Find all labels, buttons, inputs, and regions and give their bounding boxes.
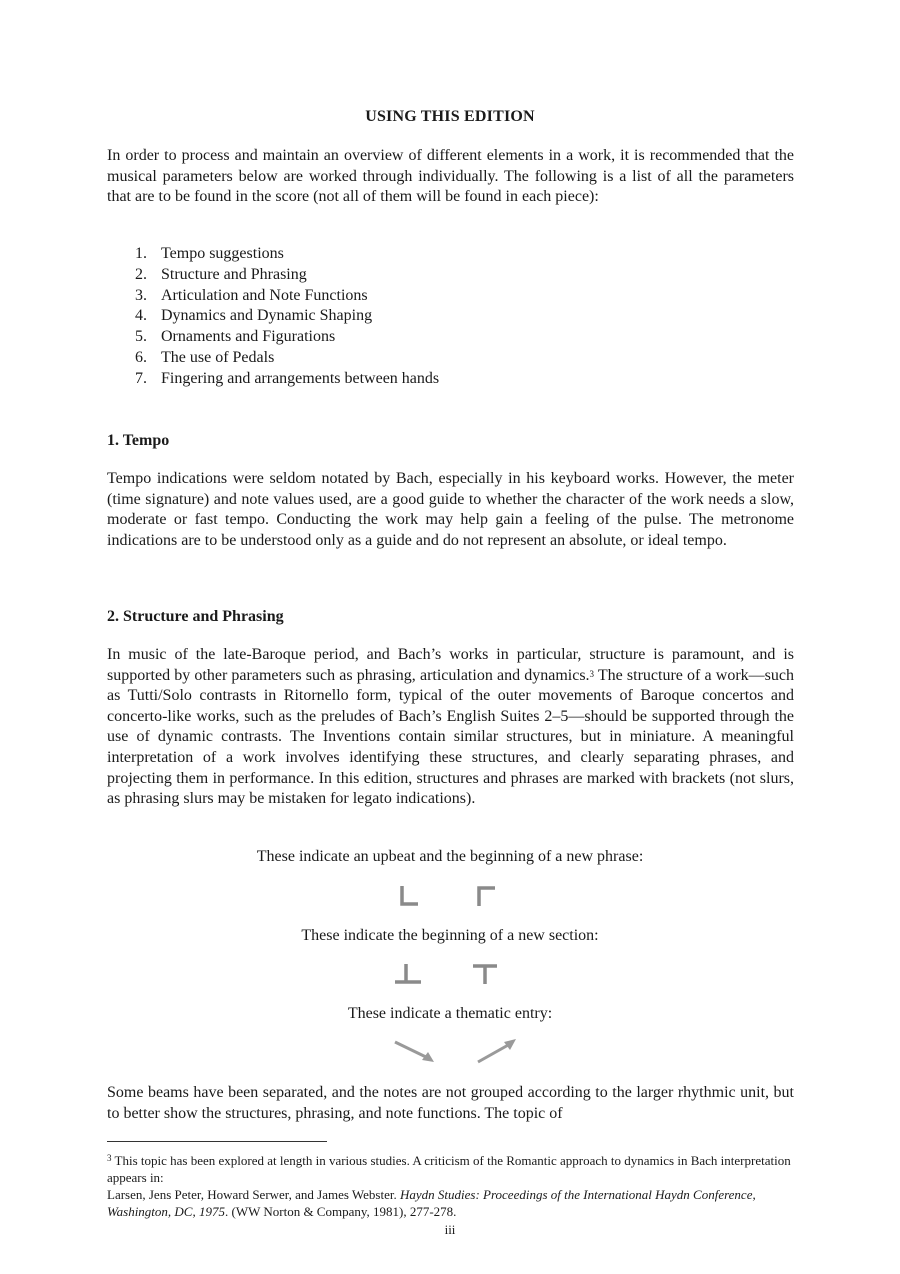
structure-paragraph: In music of the late-Baroque period, and Bach’s works in particular, structure is paramount, and is supported by other parameters such as phrasing, articulation and dynamics.$^3$ The structure of a work—such as Tutti/Solo contrasts in Ritornello form, typical of the outer movements of Baroque concertos and concerto-like works, such as the preludes of Bach’s English Suites 2–5—should be supported through the use of dynamic contrasts. The Inventions contain similar structures, but in miniature. A meaningful interpretation of a work involves identifying these structures, and clearly separating phrases, and projecting them in performance. In this edition, structures and phrases are marked with brackets (not slurs, as phrasing slurs may be mistaken for legato indications). bbox=[107, 646, 794, 808]
section-heading-structure: 2. Structure and Phrasing bbox=[107, 608, 284, 625]
section-brackets bbox=[0, 962, 900, 988]
phrase-start-bracket-icon bbox=[475, 884, 499, 908]
list-item: 6. The use of Pedals bbox=[135, 348, 275, 366]
list-item: 2. Structure and Phrasing bbox=[135, 265, 307, 283]
parameter-list bbox=[135, 244, 439, 390]
intro-paragraph: In order to process and maintain an overview of different elements in a work, it is recommended that the musical parameters below are worked through individually. The following is a list of all the parameters that are to be found in the score (not all of them will be found in each piece): bbox=[107, 147, 794, 206]
section-bracket-caption: These indicate the beginning of a new section: bbox=[301, 927, 599, 944]
arrow-down-right-icon bbox=[392, 1036, 438, 1066]
section-start-bracket-icon bbox=[470, 962, 500, 986]
footnote-divider bbox=[107, 1141, 327, 1142]
page-title: USING THIS EDITION bbox=[365, 108, 535, 125]
footnote-citation: Larsen, Jens Peter, Howard Serwer, and James Webster. Haydn Studies: Proceedings of the International Haydn Conference, Washington, DC, 1975. (WW Norton & Company, 1981), 277-278. bbox=[107, 1187, 756, 1219]
section-end-bracket-icon bbox=[393, 962, 423, 986]
list-item: 4. Dynamics and Dynamic Shaping bbox=[135, 307, 373, 325]
beams-paragraph: Some beams have been separated, and the notes are not grouped according to the larger rhythmic unit, but to better show the structures, phrasing, and note functions. The topic of bbox=[107, 1084, 794, 1122]
list-item: 1. Tempo suggestions bbox=[135, 245, 284, 262]
tempo-paragraph: Tempo indications were seldom notated by Bach, especially in his keyboard works. However, the meter (time signature) and note values used, are a good guide to whether the character of the work needs a slow, moderate or fast tempo. Conducting the work may help gain a feeling of the pulse. The metronome indications are to be understood only as a guide and do not represent an absolute, or ideal tempo. bbox=[107, 470, 794, 549]
list-item: 5. Ornaments and Figurations bbox=[135, 328, 336, 346]
footnote-ref[interactable]: 3 bbox=[589, 668, 595, 679]
list-item: 7. Fingering and arrangements between hands bbox=[135, 369, 440, 387]
section-heading-tempo: 1. Tempo bbox=[107, 432, 170, 449]
upbeat-bracket-icon bbox=[398, 884, 422, 908]
arrow-up-right-icon bbox=[474, 1036, 520, 1066]
thematic-arrows bbox=[0, 1036, 900, 1066]
footnote-text: $^3$ This topic has been explored at length in various studies. A criticism of the Romantic approach to dynamics in Bach interpretation appears in: bbox=[107, 1153, 791, 1185]
page-number: iii bbox=[444, 1222, 456, 1237]
phrase-bracket-caption: These indicate an upbeat and the beginning of a new phrase: bbox=[256, 848, 644, 865]
list-item: 3. Articulation and Note Functions bbox=[135, 286, 368, 304]
phrase-brackets bbox=[0, 884, 900, 910]
thematic-entry-caption: These indicate a thematic entry: bbox=[347, 1005, 553, 1022]
